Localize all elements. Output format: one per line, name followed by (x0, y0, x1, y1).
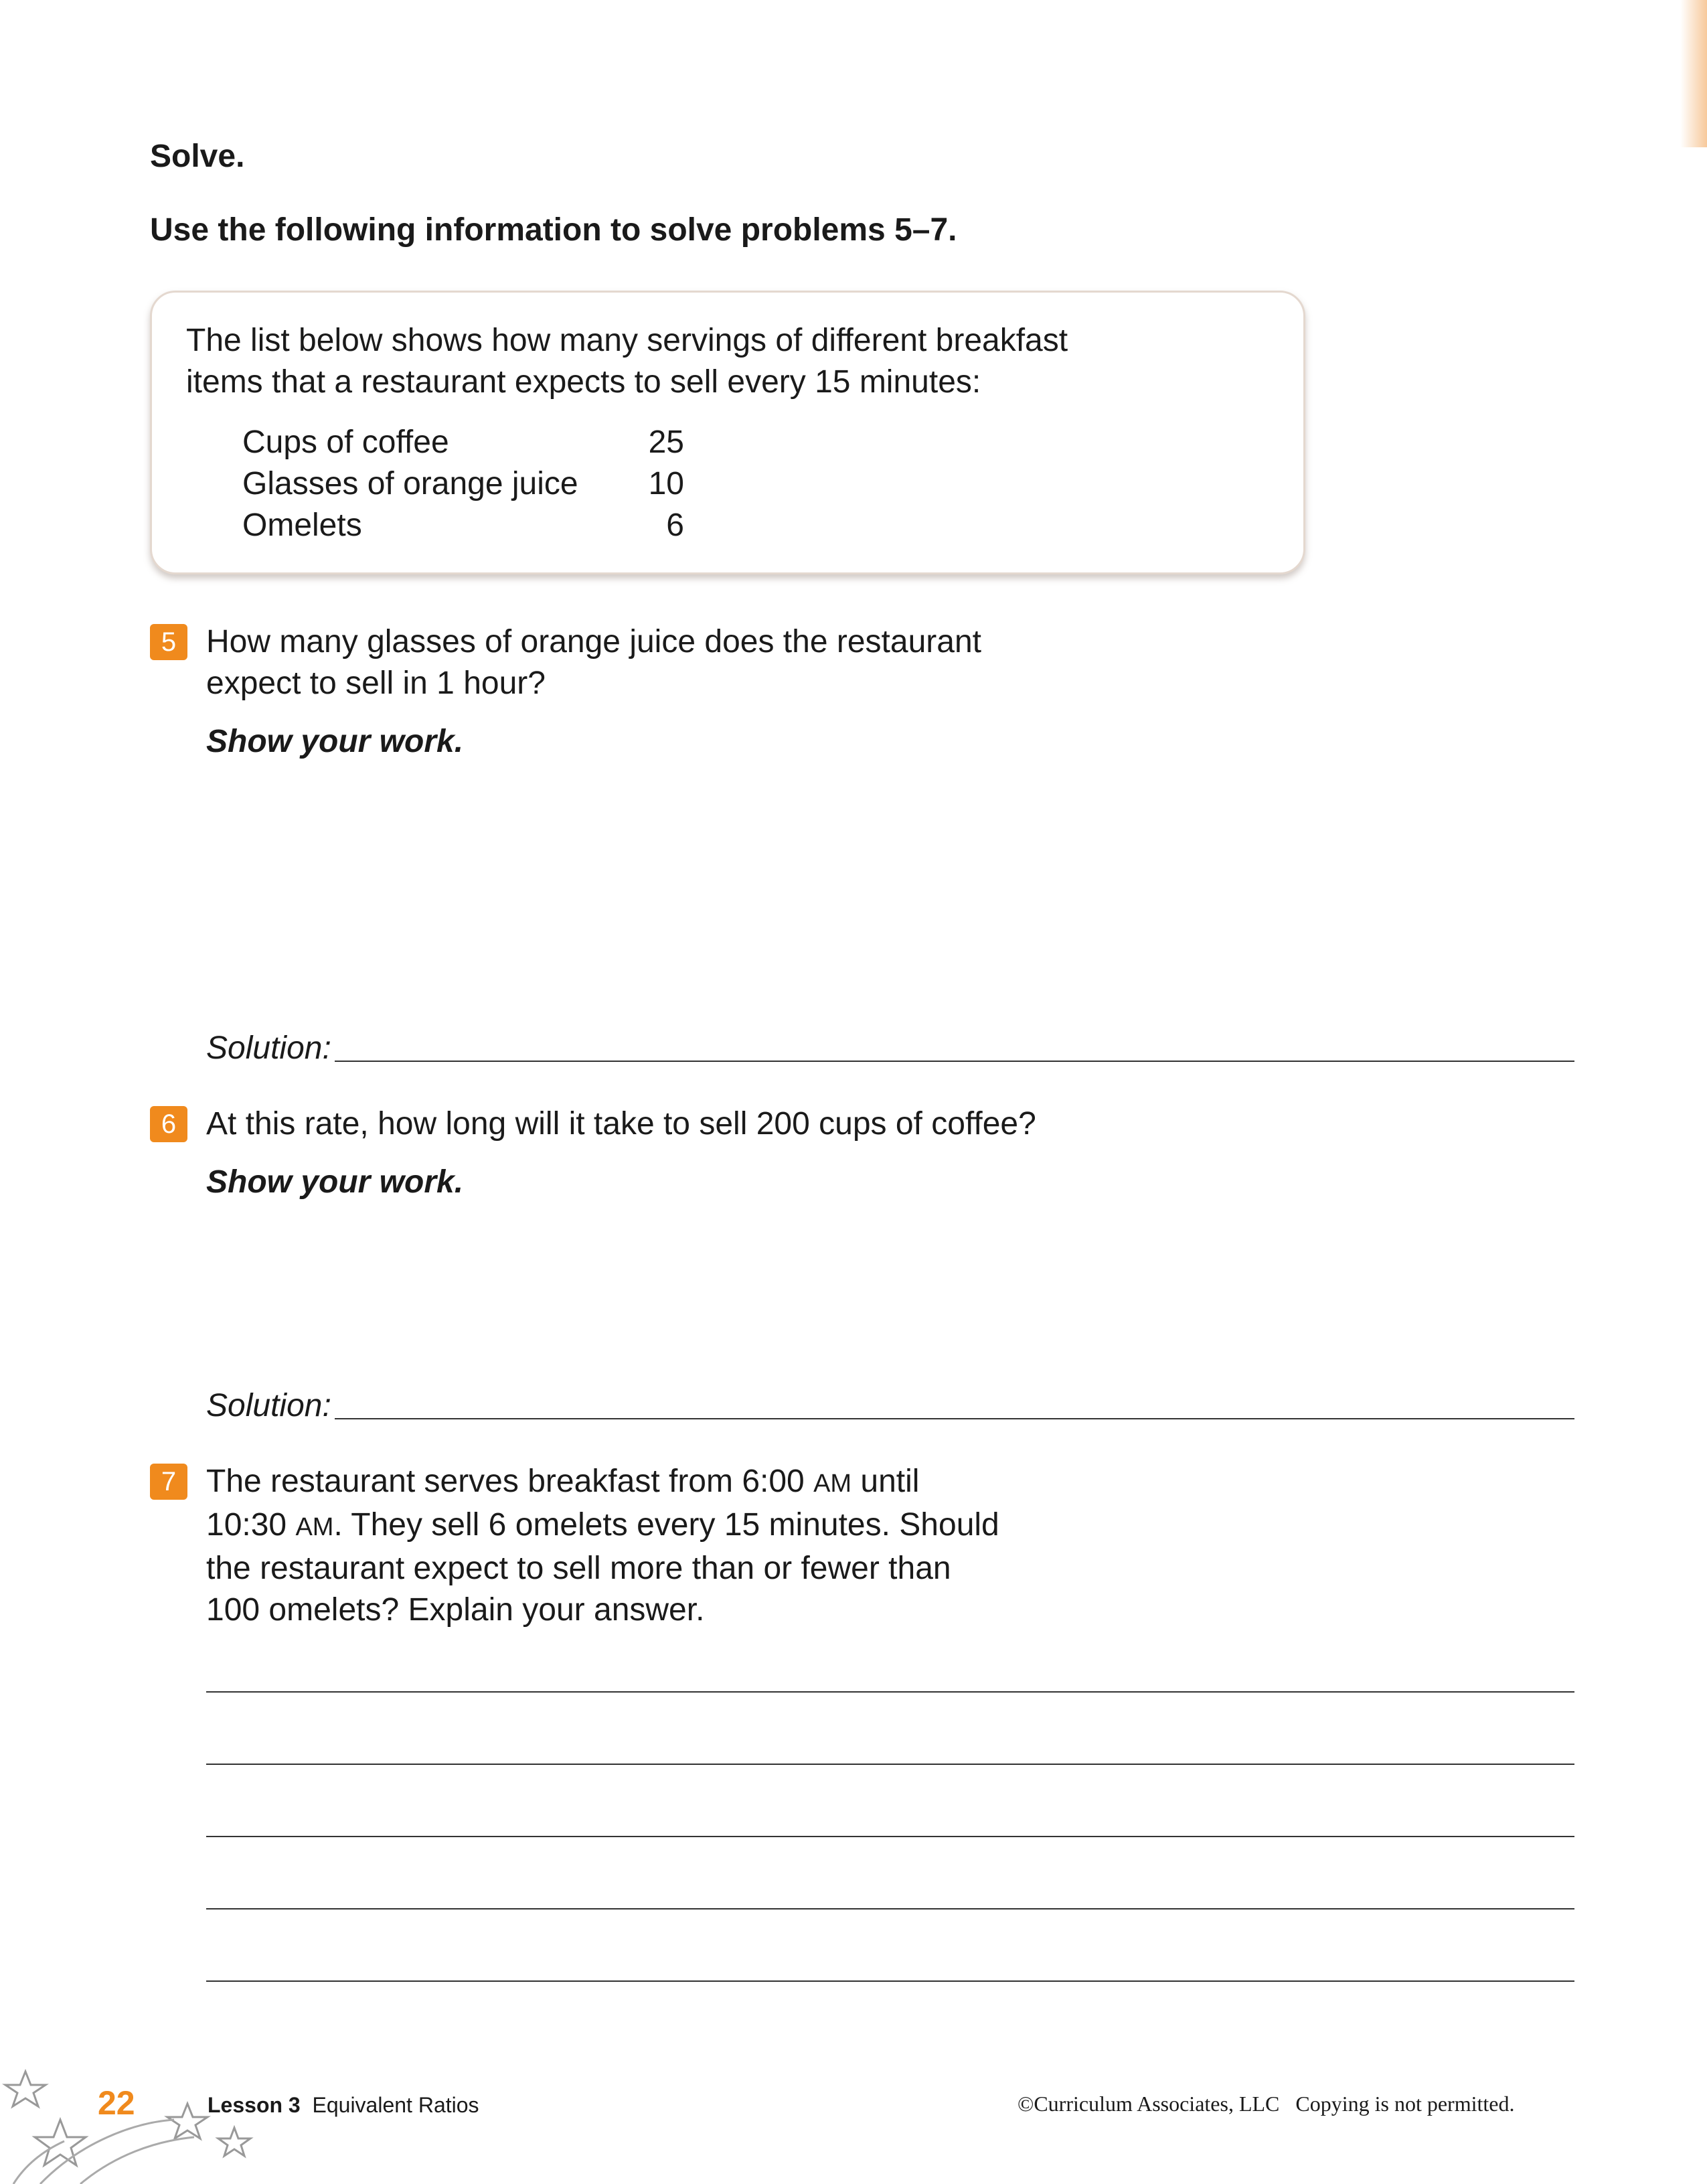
question-6-solution-label: Solution: (206, 1388, 331, 1423)
question-7-text (206, 1461, 1277, 1631)
answer-line[interactable] (206, 1908, 1574, 1909)
item-name: Glasses of orange juice (242, 466, 578, 501)
item-value: 6 (666, 508, 684, 543)
q7-am-2: AM (295, 1513, 334, 1541)
footer-copyright (1018, 2092, 1514, 2116)
solve-heading: Solve. (150, 139, 245, 174)
question-5-text (206, 621, 1076, 704)
question-7-number: 7 (150, 1464, 187, 1500)
footer-lesson-title: Equivalent Ratios (312, 2093, 479, 2117)
item-name: Omelets (242, 508, 362, 543)
question-5-line2: expect to sell in 1 hour? (206, 666, 546, 701)
question-6-number: 6 (150, 1106, 187, 1142)
q7-line2-text: 10:30 (206, 1507, 296, 1543)
page-edge-tab (1680, 0, 1707, 147)
question-7-line1 (206, 1461, 1277, 1504)
instructions-heading: Use the following information to solve problems 5–7. (150, 212, 957, 248)
item-name: Cups of coffee (242, 424, 449, 460)
item-value: 10 (648, 466, 684, 501)
question-7-line4: 100 omelets? Explain your answer. (206, 1592, 705, 1628)
copy-notice: Copying is not permitted. (1295, 2092, 1515, 2116)
question-5-number: 5 (150, 624, 187, 660)
footer-lesson (208, 2093, 479, 2118)
question-7-line2 (206, 1504, 1277, 1548)
question-5-show-work: Show your work. (206, 724, 464, 759)
question-5-line1: How many glasses of orange juice does the restaurant (206, 624, 981, 659)
question-6-show-work: Show your work. (206, 1164, 464, 1200)
question-5-solution-line[interactable] (335, 1061, 1574, 1062)
q7-am-1: AM (813, 1470, 852, 1498)
question-7-line3: the restaurant expect to sell more than or fewer than (206, 1551, 951, 1586)
question-6-solution-line[interactable] (335, 1418, 1574, 1419)
answer-line[interactable] (206, 1764, 1574, 1765)
info-box-intro (186, 320, 1123, 403)
stars-decoration-icon (0, 2062, 281, 2184)
q7-line2-end: . They sell 6 omelets every 15 minutes. Should (333, 1507, 999, 1543)
info-intro-line1: The list below shows how many servings of different breakfast (186, 323, 1068, 358)
page-number: 22 (98, 2084, 135, 2122)
question-5-solution-label: Solution: (206, 1030, 331, 1066)
copyright-text: ©Curriculum Associates, LLC (1018, 2092, 1280, 2116)
answer-line[interactable] (206, 1836, 1574, 1837)
item-value: 25 (648, 424, 684, 460)
info-intro-line2: items that a restaurant expects to sell every 15 minutes: (186, 364, 981, 400)
footer-lesson-label: Lesson 3 (208, 2093, 301, 2117)
q7-line1-end: until (851, 1464, 920, 1499)
q7-line1-text: The restaurant serves breakfast from 6:00 (206, 1464, 814, 1499)
question-6-text: At this rate, how long will it take to sell 200 cups of coffee? (206, 1106, 1036, 1142)
answer-line[interactable] (206, 1691, 1574, 1693)
answer-line[interactable] (206, 1980, 1574, 1982)
